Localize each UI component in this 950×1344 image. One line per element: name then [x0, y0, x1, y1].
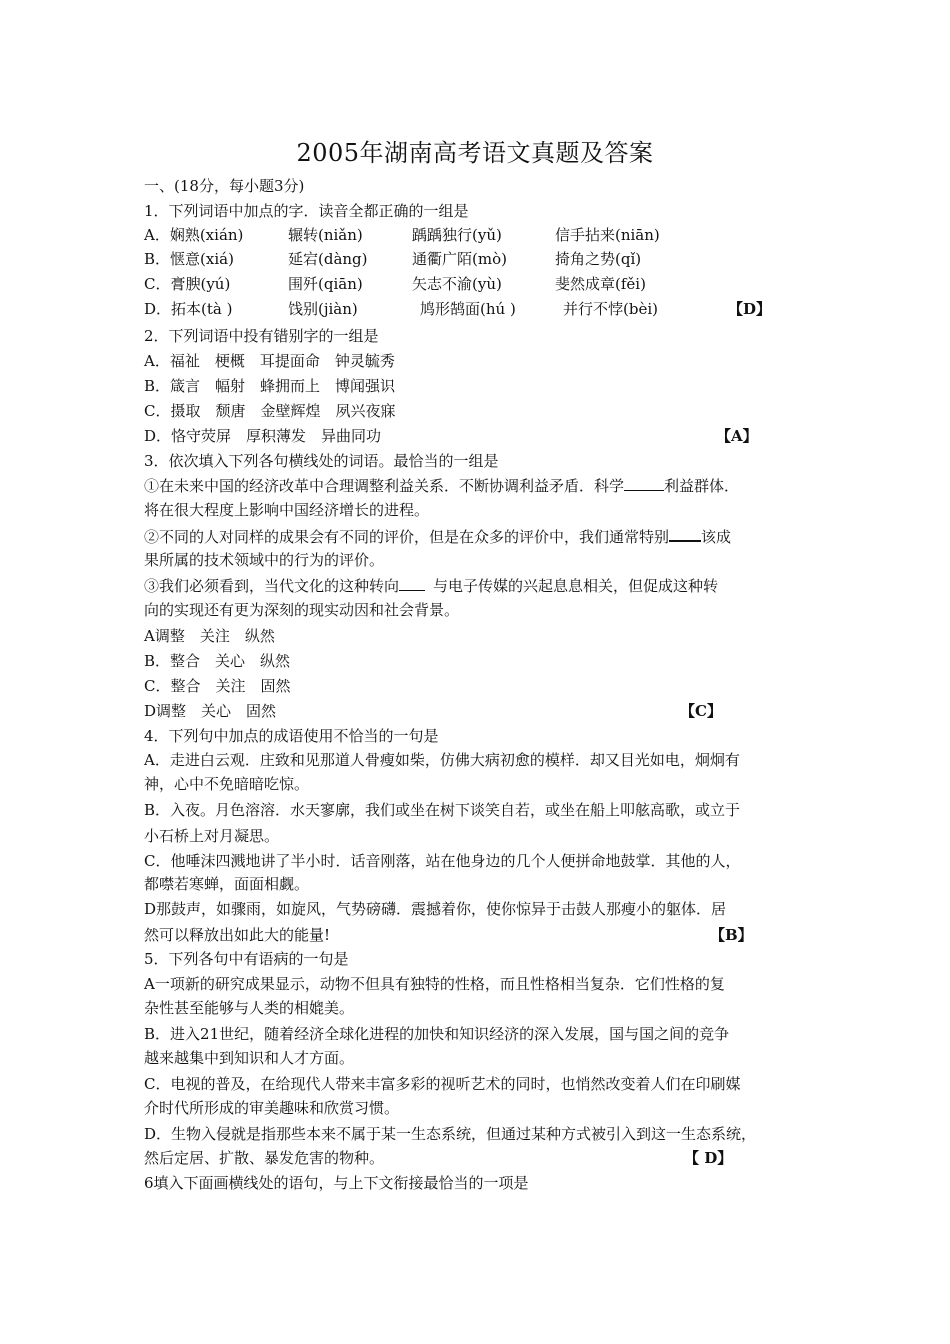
- q3-s3-text-a: ③我们必须看到，当代文化的这种转向: [144, 577, 400, 595]
- q2-option-c: C．摄取 颓唐 金壁辉煌 夙兴夜寐: [144, 402, 396, 420]
- q3-s2-text-b: 该成: [701, 528, 732, 546]
- q3-sentence-3-cont: 向的实现还有更为深刻的现实动因和社会背景。: [144, 601, 460, 619]
- q1-option-c-word4: 斐然成章(fěi): [555, 275, 646, 293]
- q4-option-a-line2: 神，心中不免暗暗吃惊。: [144, 775, 310, 793]
- q4-option-d-line1: D那鼓声，如骤雨，如旋风，气势磅礴．震撼着你，使你惊异于击鼓人那瘦小的躯体．居: [144, 900, 727, 918]
- q3-s1-text-a: ①在未来中国的经济改革中合理调整利益关系．不断协调利益矛盾．科学: [144, 477, 625, 495]
- q1-option-d-word1: D．拓本(tà ): [144, 300, 233, 318]
- q5-option-c-line1: C．电视的普及，在给现代人带来丰富多彩的视听艺术的同时，也悄然改变着人们在印刷媒: [144, 1075, 741, 1093]
- q3-sentence-1-cont: 将在很大程度上影响中国经济增长的进程。: [144, 501, 430, 519]
- q1-option-d-word4: 并行不悖(bèi): [563, 300, 658, 318]
- q5-option-c-line2: 介时代所形成的审美趣味和欣赏习惯。: [144, 1099, 400, 1117]
- q3-sentence-3: [144, 576, 718, 596]
- q1-option-a-word2: 辗转(niǎn): [288, 226, 363, 244]
- q4-answer: 【B】: [710, 926, 753, 944]
- q4-option-b-line2: 小石桥上对月凝思。: [144, 827, 280, 845]
- q1-option-a-word4: 信手拈来(niān): [555, 226, 660, 244]
- q1-option-a-word3: 踽踽独行(yǔ): [412, 226, 502, 244]
- q4-option-c-line2: 都噤若寒蝉，面面相觑。: [144, 875, 310, 893]
- q3-sentence-2-cont: 果所属的技术领域中的行为的评价。: [144, 551, 385, 569]
- q1-option-c-word1: C．膏腴(yú): [144, 275, 231, 293]
- q3-sentence-2: [144, 526, 731, 547]
- q5-option-a-line1: A一项新的研究成果显示，动物不但具有独特的性格，而且性格相当复杂．它们性格的复: [144, 975, 725, 993]
- q1-option-c-word3: 矢志不渝(yù): [412, 275, 502, 293]
- q1-option-b-word3: 通衢广陌(mò): [412, 250, 507, 268]
- q5-option-d-line1: D．生物入侵就是指那些本来不属于某一生态系统，但通过某种方式被引入到这一生态系统，: [144, 1125, 757, 1143]
- q5-option-b-line2: 越来越集中到知识和人才方面。: [144, 1049, 355, 1067]
- q3-option-b: B．整合 关心 纵然: [144, 652, 291, 670]
- section-heading: 一、(18分，每小题3分): [144, 177, 305, 195]
- q1-answer: 【D】: [728, 300, 772, 318]
- q3-answer: 【C】: [680, 702, 722, 720]
- q4-option-b-line1: B．入夜。月色溶溶．水天寥廓，我们或坐在树下谈笑自若，或坐在船上叩舷高歌，或立于: [144, 801, 741, 819]
- q3-s3-text-b: 与电子传媒的兴起息息相关，但促成这种转: [433, 577, 719, 595]
- q4-option-c-line1: C．他唾沫四溅地讲了半小时．话音刚落，站在他身边的几个人便拼命地鼓掌．其他的人，: [144, 852, 741, 870]
- q1-stem: 1．下列词语中加点的字．读音全都正确的一组是: [144, 202, 469, 220]
- q4-option-d-line2: 然可以释放出如此大的能量!: [144, 926, 331, 944]
- q1-option-b-word1: B．惬意(xiá): [144, 250, 234, 268]
- q3-s1-text-b: 利益群体．: [664, 477, 740, 495]
- q5-option-b-line1: B．进入21世纪，随着经济全球化进程的加快和知识经济的深入发展，国与国之间的竞争: [144, 1025, 730, 1043]
- q2-answer: 【A】: [716, 427, 758, 445]
- q3-blank-3: [399, 576, 425, 591]
- q3-option-d: D调整 关心 固然: [144, 702, 277, 720]
- q3-stem: 3．依次填入下列各句横线处的词语。最恰当的一组是: [144, 452, 499, 470]
- q2-option-d: D．恪守荧屏 厚积薄发 异曲同功: [144, 427, 382, 445]
- q1-option-a-word1: A．娴熟(xián): [144, 226, 244, 244]
- q2-option-b: B．箴言 幅射 蜂拥而上 博闻强识: [144, 377, 396, 395]
- q4-option-a-line1: A．走进白云观．庄致和见那道人骨瘦如柴，仿佛大病初愈的模样．却又目光如电，炯炯有: [144, 751, 740, 769]
- q5-option-d-line2: 然后定居、扩散、暴发危害的物种。: [144, 1149, 385, 1167]
- q1-option-b-word4: 掎角之势(qǐ): [555, 250, 642, 268]
- q5-option-a-line2: 杂性甚至能够与人类的相媲美。: [144, 999, 355, 1017]
- q2-stem: 2．下列词语中投有错别字的一组是: [144, 327, 379, 345]
- q1-option-c-word2: 围歼(qiān): [288, 275, 363, 293]
- q6-stem: 6填入下面画横线处的语句，与上下文衔接最恰当的一项是: [144, 1174, 529, 1192]
- page-title: 2005年湖南高考语文真题及答案: [296, 139, 654, 167]
- q2-option-a: A．福祉 梗概 耳提面命 钟灵毓秀: [144, 352, 395, 370]
- q1-option-d-word2: 饯别(jiàn): [288, 300, 358, 318]
- q3-sentence-1: [144, 476, 739, 496]
- q3-blank-1: [624, 476, 664, 491]
- q1-option-b-word2: 延宕(dàng): [288, 250, 368, 268]
- q3-option-a: A调整 关注 纵然: [144, 627, 275, 645]
- q1-option-d-word3: 鸠形鹄面(hú ): [420, 300, 516, 318]
- q4-stem: 4．下列句中加点的成语使用不恰当的一句是: [144, 727, 439, 745]
- q5-stem: 5．下列各句中有语病的一句是: [144, 950, 349, 968]
- q3-s2-text-a: ②不同的人对同样的成果会有不同的评价，但是在众多的评价中，我们通常特别: [144, 528, 670, 546]
- q5-answer: 【 D】: [684, 1149, 733, 1167]
- q3-option-c: C．整合 关注 固然: [144, 677, 291, 695]
- q3-blank-2: [669, 526, 701, 542]
